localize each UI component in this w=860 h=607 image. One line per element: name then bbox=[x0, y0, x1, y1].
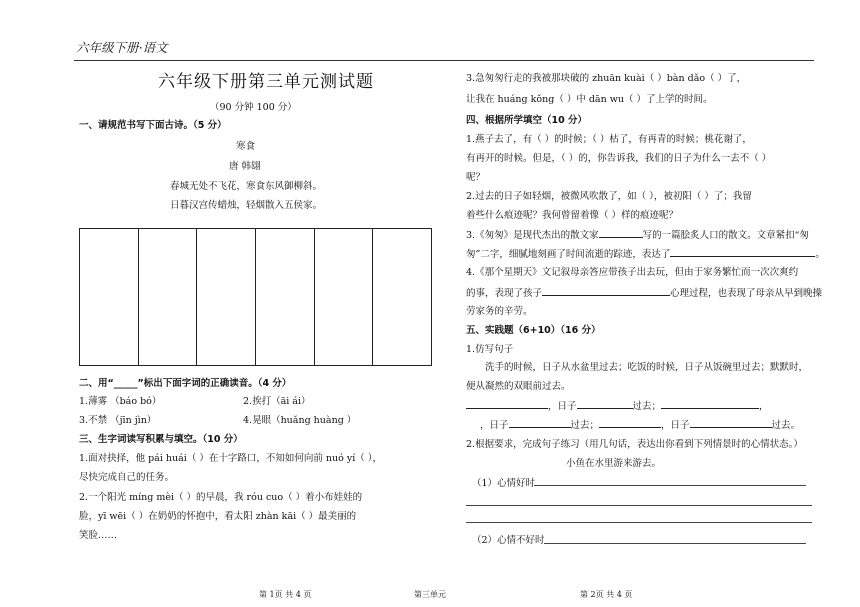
writing-grid-cell[interactable] bbox=[197, 229, 256, 365]
pinyin-item-2: 2.挨打（āi ái） bbox=[243, 396, 311, 407]
section4-q4-line1: 4.《那个星期天》文记叙母亲答应带孩子出去玩，但由于家务繁忙而一次次爽约 bbox=[466, 267, 799, 278]
poem-line-1: 春城无处不飞花，寒食东风御柳斜。 bbox=[170, 181, 323, 192]
section4-heading: 四、根据所学填空（10 分） bbox=[466, 115, 588, 126]
section3-q2-line1: 2.一个阳光 míng mèi（ ）的早晨，我 róu cuo（ ）着小布娃娃的 bbox=[79, 492, 363, 503]
imitation-blank-5[interactable] bbox=[599, 416, 661, 428]
fill-label-guoqu-1: 过去； bbox=[632, 401, 662, 412]
mood-bad-label: （2）心情不好时 bbox=[472, 535, 545, 546]
answer-line[interactable] bbox=[466, 505, 812, 506]
fill-label-guoqu-2: 过去； bbox=[570, 420, 600, 431]
header-title: 六年级下册·语文 bbox=[76, 40, 168, 55]
imitation-blank-1[interactable] bbox=[466, 397, 548, 409]
fill-label-period: 。 bbox=[790, 420, 801, 431]
section4-q4-line3: 劳家务的辛劳。 bbox=[466, 306, 533, 317]
page-title: 六年级下册第三单元测试题 bbox=[158, 72, 374, 92]
section5-q1-example-line2: 便从凝然的双眼前过去。 bbox=[466, 381, 571, 392]
section4-q1-line1: 1.燕子去了，有（ ）的时候；（ ）枯了，有再青的时候；桃花谢了， bbox=[466, 134, 752, 145]
theme-blank[interactable] bbox=[670, 245, 815, 257]
writing-grid-cell[interactable] bbox=[373, 229, 431, 365]
mood-good-line[interactable] bbox=[534, 485, 806, 486]
section5-q1-title: 1.仿写句子 bbox=[466, 344, 514, 355]
writing-grid-cell[interactable] bbox=[80, 229, 139, 365]
section4-q3-text-a: 3.《匆匆》是现代杰出的散文家 bbox=[466, 230, 599, 241]
section3-q2-line3: 笑脸…… bbox=[79, 530, 118, 541]
poem-author: 唐 韩翃 bbox=[229, 161, 261, 172]
section3-q3-line1: 3.急匆匆行走的我被那块破的 zhuān kuài（ ）bàn dǎo（ ）了， bbox=[466, 73, 747, 84]
section3-heading: 三、生字词读写积累与填空。（10 分） bbox=[79, 434, 243, 445]
pinyin-item-1: 1.薄雾 （báo bó） bbox=[79, 396, 162, 407]
section4-q2-line1: 2.过去的日子如轻烟，被微风吹散了，如（ ），被初阳（ ）了；我留 bbox=[466, 191, 752, 202]
writing-grid-cell[interactable] bbox=[315, 229, 374, 365]
section5-q2-title: 2.根据要求，完成句子练习（用几句话，表达出你看到下列情景时的心情状态。） bbox=[466, 439, 803, 450]
section4-q4-line2 bbox=[466, 284, 822, 299]
poem-title: 寒食 bbox=[236, 141, 256, 152]
pinyin-item-4: 4.晃眼（huǎng huàng ） bbox=[243, 415, 357, 426]
section3-q3-line2: 让我在 huáng kǒng（ ）中 dān wu（ ）了上学的时间。 bbox=[466, 94, 713, 105]
poem-line-2: 日暮汉宫传蜡烛，轻烟散入五侯家。 bbox=[170, 200, 323, 211]
section5-q2-scene: 小鱼在水里游来游去。 bbox=[566, 458, 662, 469]
section1-heading: 一、请规范书写下面古诗。（5 分） bbox=[79, 120, 227, 131]
section3-q1-line1: 1.面对抉择，他 pái huái（ ）在十字路口，不知如何向前 nuó yí（ ）， bbox=[79, 453, 383, 464]
writing-grid-cell[interactable] bbox=[139, 229, 198, 365]
imitation-blank-3[interactable] bbox=[661, 397, 759, 409]
author-blank[interactable] bbox=[599, 226, 643, 238]
imitation-fill-line-2: ，日子 过去； ，日子 过去。 bbox=[466, 416, 800, 431]
section4-q1-line2: 有再开的时候。但是，（ ）的，你告诉我，我们的日子为什么一去不（ ） bbox=[466, 153, 772, 164]
section4-q1-line3: 呢？ bbox=[466, 172, 486, 183]
writing-grid[interactable] bbox=[79, 228, 432, 366]
imitation-blank-4[interactable] bbox=[509, 416, 571, 428]
exam-subtitle: （90 分钟 100 分） bbox=[210, 102, 297, 113]
section4-q2-line2: 着些什么痕迹呢？我何曾留着像（ ）样的痕迹呢？ bbox=[466, 210, 679, 221]
section4-q3-line2: 匆”二字，细腻地刻画了时间流逝的踪迹，表达了 。 bbox=[466, 245, 825, 260]
section4-q4-text-b: 心理过程，也表现了母亲从早到晚操 bbox=[670, 288, 823, 299]
header-divider bbox=[74, 60, 814, 61]
imitation-blank-6[interactable] bbox=[690, 416, 772, 428]
answer-line[interactable] bbox=[466, 522, 812, 523]
section4-q3-text-c: 匆”二字，细腻地刻画了时间流逝的踪迹，表达了 bbox=[466, 249, 671, 260]
page-number-right: 第 2页 共 4 页 bbox=[580, 590, 633, 599]
section3-q1-line2: 尽快完成自己的任务。 bbox=[79, 472, 175, 483]
mood-bad-line[interactable] bbox=[544, 543, 806, 544]
psychology-blank[interactable] bbox=[542, 284, 670, 296]
section5-q1-example-line1: 洗手的时候，日子从水盆里过去；吃饭的时候，日子从饭碗里过去；默默时， bbox=[485, 362, 809, 373]
imitation-blank-2[interactable] bbox=[577, 397, 633, 409]
fill-label-rizi-2: ，日子 bbox=[480, 420, 509, 431]
fill-label-guoqu-3: 过去 bbox=[771, 420, 791, 431]
pinyin-item-3: 3.不禁 （jīn jìn） bbox=[79, 415, 157, 426]
section2-heading: 二、用“_____”标出下面字词的正确读音。（4 分） bbox=[79, 378, 292, 389]
page-number-left: 第 1页 共 4 页 bbox=[259, 590, 312, 599]
writing-grid-cell[interactable] bbox=[256, 229, 315, 365]
imitation-fill-line: ，日子 过去； ， bbox=[466, 397, 769, 412]
unit-label: 第三单元 bbox=[414, 590, 446, 599]
section4-q4-text-a: 的事，表现了孩子 bbox=[466, 288, 543, 299]
fill-label-rizi-1: ，日子 bbox=[548, 401, 577, 412]
section4-q3-text-b: 写的一篇脍炙人口的散文。文章紧扣“匆 bbox=[642, 230, 809, 241]
mood-good-label: （1）心情好时 bbox=[472, 478, 536, 489]
section5-heading: 五、实践题（6+10）（16 分） bbox=[466, 325, 601, 336]
section4-q3-line1 bbox=[466, 226, 809, 241]
section3-q2-line2: 脸，yī wēi（ ）在奶奶的怀抱中，看太阳 zhàn kāi（ ）最美丽的 bbox=[79, 511, 357, 522]
